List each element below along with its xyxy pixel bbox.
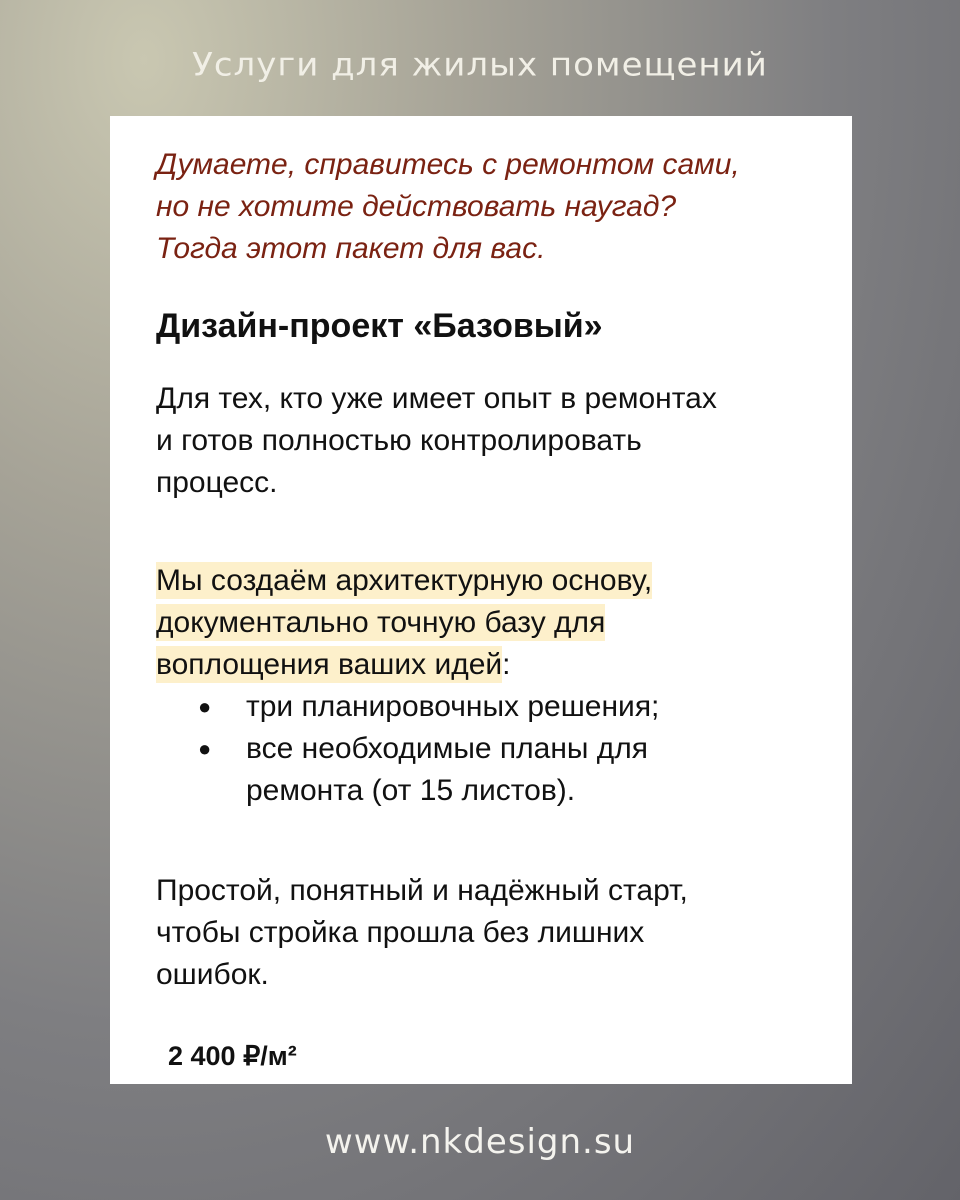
feature-text: ремонта (от 15 листов). bbox=[246, 774, 576, 807]
lead-question bbox=[156, 144, 812, 270]
lead-line: Тогда этот пакет для вас. bbox=[156, 232, 546, 265]
highlighted-statement bbox=[156, 560, 812, 686]
closing-line: Простой, понятный и надёжный старт, bbox=[156, 874, 688, 907]
bullet-icon: ● bbox=[198, 694, 212, 719]
closing-statement bbox=[156, 870, 812, 996]
closing-line: ошибок. bbox=[156, 958, 269, 991]
service-card bbox=[110, 116, 852, 1084]
lead-line: Думаете, справитесь с ремонтом сами, bbox=[156, 148, 740, 181]
bullet-icon: ● bbox=[198, 736, 212, 761]
feature-text: три планировочных решения; bbox=[246, 690, 660, 723]
feature-list bbox=[156, 686, 812, 812]
list-item bbox=[198, 728, 812, 812]
feature-text: все необходимые планы для bbox=[246, 732, 649, 765]
lead-line: но не хотите действовать наугад? bbox=[156, 190, 677, 223]
highlight-line: Мы создаём архитектурную основу, bbox=[156, 564, 653, 597]
package-intro bbox=[156, 378, 812, 504]
package-heading: Дизайн-проект «Базовый» bbox=[156, 307, 603, 345]
highlight-colon: : bbox=[502, 648, 511, 681]
closing-line: чтобы стройка прошла без лишних bbox=[156, 916, 645, 949]
website-link[interactable]: www.nkdesign.su bbox=[324, 1122, 636, 1162]
highlight-line: документально точную базу для bbox=[156, 606, 606, 639]
page-title: Услуги для жилых помещений bbox=[192, 46, 768, 84]
intro-line: процесс. bbox=[156, 466, 278, 499]
list-item bbox=[198, 686, 812, 728]
intro-line: Для тех, кто уже имеет опыт в ремонтах bbox=[156, 382, 717, 415]
highlight-line: воплощения ваших идей bbox=[156, 648, 503, 681]
intro-line: и готов полностью контролировать bbox=[156, 424, 642, 457]
price-label: 2 400 ₽/м² bbox=[168, 1041, 297, 1071]
